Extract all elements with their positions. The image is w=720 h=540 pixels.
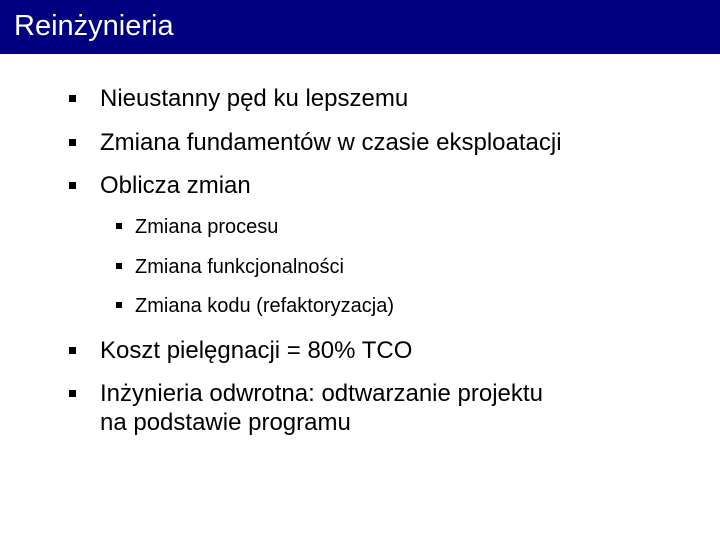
sub-bullet-item bbox=[116, 294, 394, 318]
square-bullet-icon bbox=[116, 302, 122, 308]
bullet-text: Koszt pielęgnacji = 80% TCO bbox=[100, 337, 413, 364]
sub-bullet-text: Zmiana funkcjonalności bbox=[135, 256, 344, 278]
bullet-item bbox=[69, 171, 251, 200]
bullet-text: Nieustanny pęd ku lepszemu bbox=[100, 85, 409, 112]
bullet-text: Oblicza zmian bbox=[100, 172, 251, 199]
bullet-item bbox=[69, 379, 543, 437]
bullet-text-line: na podstawie programu bbox=[100, 409, 351, 436]
square-bullet-icon bbox=[69, 95, 76, 102]
sub-bullet-item bbox=[116, 215, 278, 239]
square-bullet-icon bbox=[116, 223, 122, 229]
bullet-item bbox=[69, 84, 408, 113]
sub-bullet-item bbox=[116, 255, 344, 279]
square-bullet-icon bbox=[69, 390, 76, 397]
square-bullet-icon bbox=[69, 347, 76, 354]
bullet-item bbox=[69, 128, 562, 157]
sub-bullet-text: Zmiana kodu (refaktoryzacja) bbox=[135, 295, 394, 317]
square-bullet-icon bbox=[69, 139, 76, 146]
slide-title: Reinżynieria bbox=[14, 10, 174, 42]
bullet-text bbox=[100, 379, 543, 437]
square-bullet-icon bbox=[69, 182, 76, 189]
bullet-text: Zmiana fundamentów w czasie eksploatacji bbox=[100, 129, 562, 156]
sub-bullet-text: Zmiana procesu bbox=[135, 216, 279, 238]
bullet-item bbox=[69, 336, 412, 365]
bullet-text-line: Inżynieria odwrotna: odtwarzanie projektu bbox=[100, 380, 543, 407]
square-bullet-icon bbox=[116, 263, 122, 269]
